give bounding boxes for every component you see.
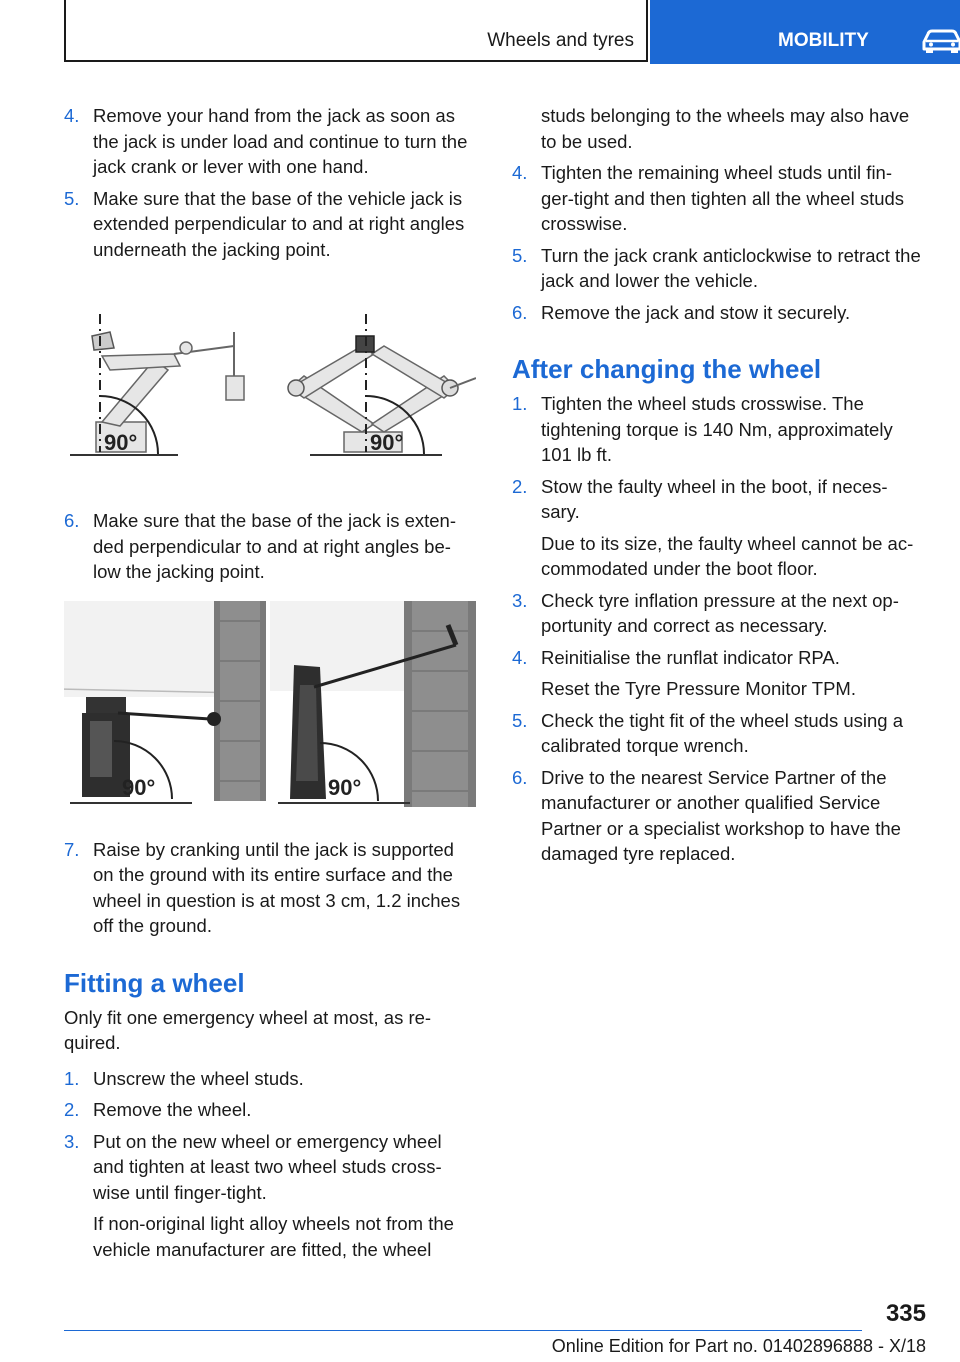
intro-text: Only fit one emergency wheel at most, as re‐ quired. [64, 1006, 432, 1053]
jack-with-crank-illustration [270, 601, 476, 807]
step-text: Put on the new wheel or emergency wheel and tighten at least two wheel studs cross‐ wise until finger-tight. [93, 1130, 442, 1203]
page-header [64, 0, 960, 64]
left-column [64, 103, 476, 1268]
step-number: 5. [64, 187, 80, 209]
section-heading: Fitting a wheel [64, 967, 245, 998]
step-number: 6. [64, 510, 80, 531]
step-number: 4. [512, 646, 528, 668]
angle-label: 90° [328, 774, 362, 800]
step-number: 1. [64, 1067, 80, 1089]
step-number: 5. [512, 244, 528, 266]
list-item [512, 708, 924, 759]
step-text: Reinitialise the runflat indicator RPA. [541, 646, 840, 668]
step-number: 3. [512, 589, 528, 611]
step-note: If non-original light alloy wheels not from the vehicle manufacturer are fitted, the wheel [93, 1213, 454, 1260]
angle-label: 90° [104, 430, 138, 455]
chapter-tab[interactable] [650, 0, 960, 64]
step-text: Unscrew the wheel studs. [93, 1067, 304, 1089]
list-item [64, 103, 476, 180]
list-item [512, 474, 924, 582]
section-title: Wheels and tyres [64, 0, 648, 62]
step-number: 6. [512, 766, 528, 788]
scissor-jack-figure [64, 314, 476, 464]
step-text: Check tyre inflation pressure at the next op‐ portunity and correct as necessary. [541, 589, 899, 636]
step-number: 7. [64, 838, 80, 860]
step-text: Tighten the remaining wheel studs until fin‐ ger-tight and then tighten all the wheel studs crosswise. [541, 162, 905, 234]
list-item [512, 243, 924, 294]
step-text: Remove your hand from the jack as soon as the jack is under load and continue to turn the jack crank or lever with one hand. [93, 105, 468, 177]
edition-link[interactable]: Online Edition for Part no. 01402896888 - X/18 [551, 1336, 926, 1356]
step-number: 2. [512, 475, 528, 497]
section-heading: After changing the wheel [512, 354, 822, 384]
jack-under-sill-illustration [64, 601, 266, 803]
angle-label: 90° [370, 430, 404, 455]
step-number: 3. [64, 1130, 80, 1152]
scissor-jack-side-illustration [70, 314, 244, 455]
list-item [512, 160, 924, 237]
continued-text: studs belonging to the wheels may also have to be used. [541, 105, 910, 152]
list-item [64, 837, 476, 939]
step-text: Stow the faulty wheel in the boot, if neces‐ sary. [541, 475, 888, 522]
list-item [64, 186, 476, 263]
step-number: 2. [64, 1099, 80, 1120]
list-item [512, 391, 924, 468]
vehicle-jack-figure [64, 601, 476, 807]
step-text: Drive to the nearest Service Partner of the manufacturer or another qualified Service Partner or a specialist workshop to have the damaged tyre replaced. [541, 766, 901, 864]
step-text: Turn the jack crank anticlockwise to retract the jack and lower the vehicle. [541, 244, 921, 291]
step-note: Reset the Tyre Pressure Monitor TPM. [541, 678, 856, 699]
footer-divider [64, 1330, 862, 1331]
list-item [512, 588, 924, 639]
step-text: Remove the wheel. [93, 1099, 252, 1120]
list-item [64, 508, 476, 585]
step-text: Make sure that the base of the jack is exten‐ ded perpendicular to and at right angles be‐ low the jacking point. [93, 510, 456, 582]
step-text: Tighten the wheel studs crosswise. The tightening torque is 140 Nm, approximately 101 lb ft. [541, 393, 893, 465]
list-item [64, 1097, 476, 1123]
scissor-jack-front-illustration [288, 314, 476, 455]
step-text: Make sure that the base of the vehicle jack is extended perpendicular to and at right angles underneath the jacking point. [93, 187, 465, 260]
car-icon [920, 28, 960, 54]
angle-label: 90° [122, 774, 156, 800]
step-text: Check the tight fit of the wheel studs using a calibrated torque wrench. [541, 709, 903, 756]
list-item [512, 300, 924, 326]
chapter-title: MOBILITY [778, 30, 869, 51]
list-item [512, 645, 924, 702]
step-text: Raise by cranking until the jack is supported on the ground with its entire surface and the wheel in question is at most 3 cm, 1.2 inches off the ground. [93, 838, 461, 936]
right-column [512, 103, 924, 873]
page-number: 335 [885, 1300, 926, 1327]
step-note: Due to its size, the faulty wheel cannot be ac‐ commodated under the boot floor. [541, 532, 914, 579]
step-number: 1. [512, 393, 528, 414]
step-number: 4. [64, 105, 80, 126]
list-item [512, 765, 924, 867]
step-number: 4. [512, 162, 528, 183]
step-text: Remove the jack and stow it securely. [541, 301, 851, 323]
step-number: 5. [512, 709, 528, 731]
list-item [64, 1129, 476, 1263]
list-item [64, 1066, 476, 1092]
step-number: 6. [512, 301, 528, 323]
